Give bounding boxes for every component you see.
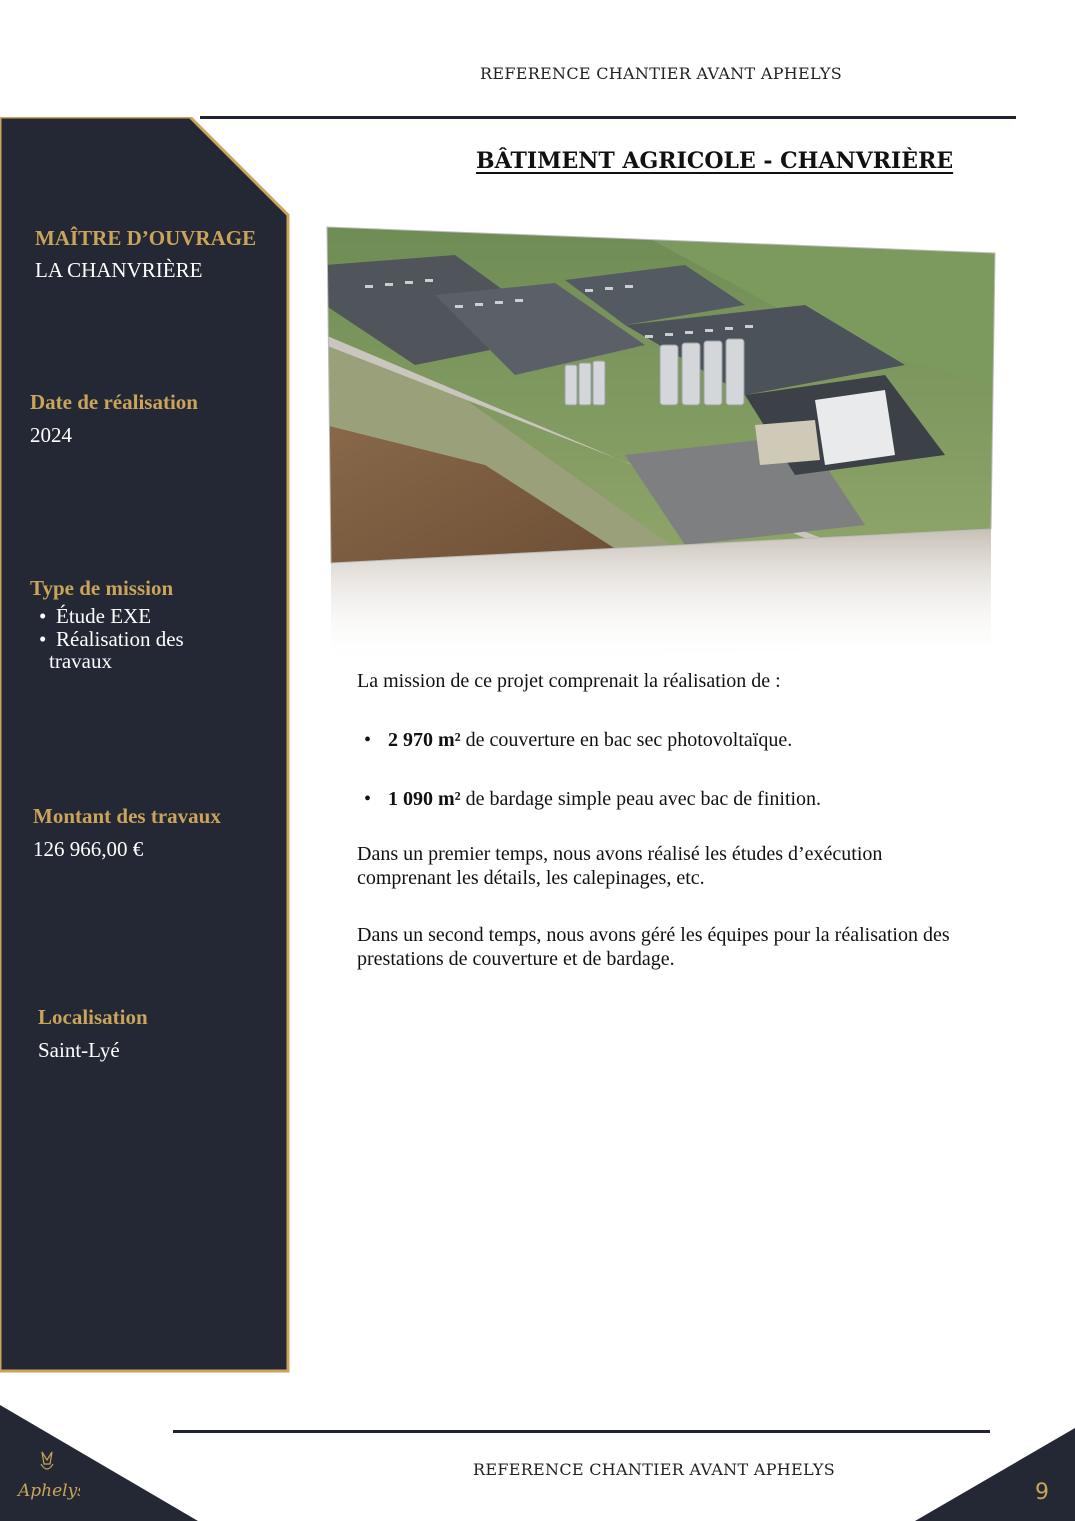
mission-item-continuation: travaux — [49, 649, 112, 673]
bullet-quantity: 1 090 m² — [388, 788, 461, 810]
footer-right-corner — [915, 1428, 1075, 1521]
mission-label: Type de mission — [30, 576, 174, 600]
localisation-value: Saint-Lyé — [38, 1038, 120, 1062]
paragraph-line: Dans un premier temps, nous avons réalisé les études d’exécution — [357, 843, 883, 865]
sidebar-background — [0, 117, 290, 1373]
footer-title: REFERENCE CHANTIER AVANT APHELYS — [473, 1460, 836, 1479]
intro-paragraph: La mission de ce projet comprenait la réalisation de : — [357, 670, 781, 692]
header-rule — [200, 116, 1016, 119]
maitre-ouvrage-value: LA CHANVRIÈRE — [35, 258, 203, 282]
localisation-label: Localisation — [38, 1005, 148, 1029]
aerial-photo — [325, 225, 997, 665]
paragraph-line: comprenant les détails, les calepinages, etc. — [357, 867, 705, 889]
paragraph-etudes — [357, 842, 1017, 890]
bullet-quantity: 2 970 m² — [388, 729, 461, 751]
aphelys-logo — [14, 1448, 80, 1506]
maitre-ouvrage-label: MAÎTRE D’OUVRAGE — [35, 226, 257, 250]
bullet-text: de couverture en bac sec photovoltaïque. — [460, 729, 793, 751]
paragraph-line: Dans un second temps, nous avons géré les équipes pour la réalisation des — [357, 924, 950, 946]
page-title: BÂTIMENT AGRICOLE - CHANVRIÈRE — [476, 148, 954, 174]
montant-value: 126 966,00 € — [33, 837, 144, 861]
header-title: REFERENCE CHANTIER AVANT APHELYS — [480, 64, 843, 83]
paragraph-line: prestations de couverture et de bardage. — [357, 948, 675, 970]
date-label: Date de réalisation — [30, 390, 198, 414]
bullet-text: de bardage simple peau avec bac de finition. — [460, 788, 822, 810]
date-value: 2024 — [30, 423, 72, 447]
mission-list — [36, 605, 184, 651]
footer-rule — [173, 1430, 990, 1433]
bullet-item: • 2 970 m² de couverture en bac sec photovoltaïque. — [364, 729, 793, 751]
page-number: 9 — [1035, 1480, 1049, 1505]
paragraph-equipes — [357, 923, 1017, 971]
bullet-item: • 1 090 m² de bardage simple peau avec bac de finition. — [364, 788, 822, 810]
montant-label: Montant des travaux — [33, 804, 221, 828]
mission-item: • Étude EXE — [36, 605, 184, 628]
logo-text: Aphelys — [18, 1481, 80, 1501]
sidebar-panel — [0, 117, 290, 1373]
mission-item: • Réalisation des — [36, 628, 184, 651]
